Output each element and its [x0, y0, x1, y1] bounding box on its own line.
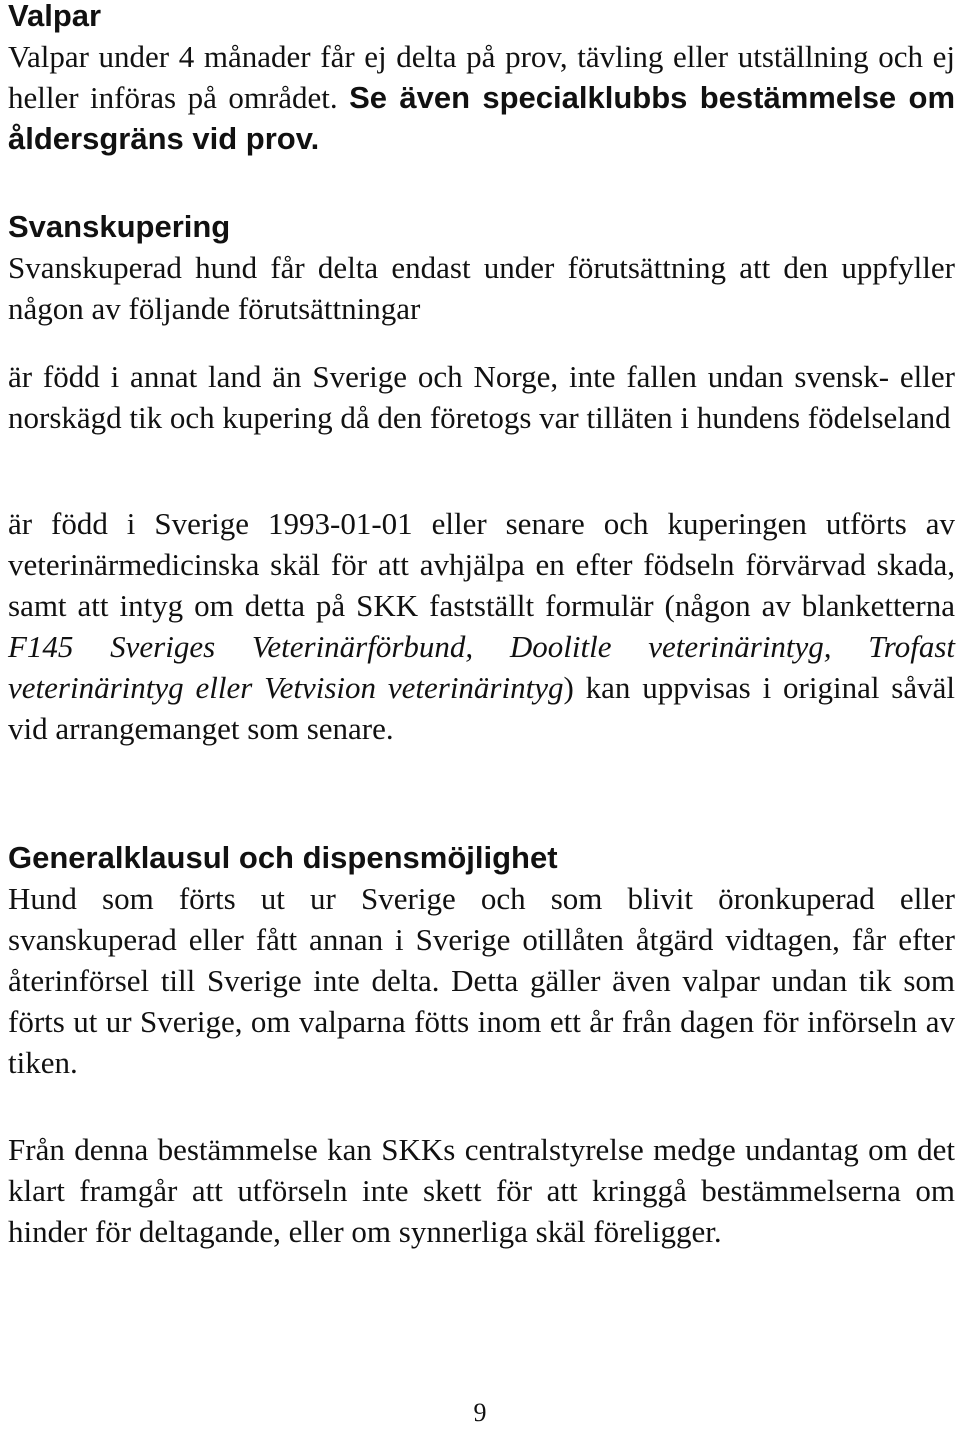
- heading-svanskupering: Svanskupering: [8, 209, 231, 244]
- condition2-text-a: är född i Sverige 1993-01-01 eller senare och kuperingen utförts av veterinärmedicinska skäl för att avhjälpa en efter födseln förvärvad skada, samt att intyg om detta på SKK fastställt formulär (någon av blanketterna: [8, 506, 955, 623]
- valpar-special-note: Se även specialklubbs bestämmelse om åldersgräns vid prov.: [8, 80, 956, 156]
- paragraph-generalklausul-1: Hund som förts ut ur Sverige och som blivit öronkuperad eller svanskuperad eller fått annan i Sverige otillåten åtgärd vidtagen, får efter återinförsel till Sverige inte delta. Detta gäller även valpar undan tik som förts ut ur Sverige, om valparna fötts inom ett år från dagen för införseln av tiken.: [8, 881, 955, 1080]
- paragraph-condition-1: är född i annat land än Sverige och Norge, inte fallen undan svensk- eller norskägd tik och kupering då den företogs var tilläten i hundens födelseland: [8, 359, 955, 435]
- heading-valpar: Valpar: [8, 0, 102, 33]
- paragraph-generalklausul-2: Från denna bestämmelse kan SKKs centralstyrelse medge undantag om det klart framgår att utförseln inte skett för att kringgå bestämmelserna om hinder för deltagande, eller om synnerliga skäl föreligger.: [8, 1132, 955, 1249]
- section-generalklausul: [8, 838, 955, 1083]
- heading-generalklausul: Generalklausul och dispensmöjlighet: [8, 840, 558, 875]
- page-number: 9: [473, 1398, 487, 1427]
- valpar-text: Valpar under 4 månader får ej delta på prov, tävling eller utställning och ej heller införas på området.: [8, 39, 955, 115]
- paragraph-svanskupering-intro: Svanskuperad hund får delta endast under förutsättning att den uppfyller någon av följande förutsättningar: [8, 250, 955, 326]
- condition2-form-list: F145 Sveriges Veterinärförbund, Doolitle veterinärintyg, Trofast veterinärintyg eller Vetvision veterinärintyg: [8, 629, 955, 705]
- condition2-text-b: ) kan uppvisas i original såväl vid arrangemanget som senare.: [8, 670, 955, 746]
- section-svanskupering: [8, 207, 955, 329]
- paragraph-valpar: [8, 36, 955, 159]
- paragraph-condition-2: [8, 503, 955, 749]
- section-valpar: [8, 0, 955, 159]
